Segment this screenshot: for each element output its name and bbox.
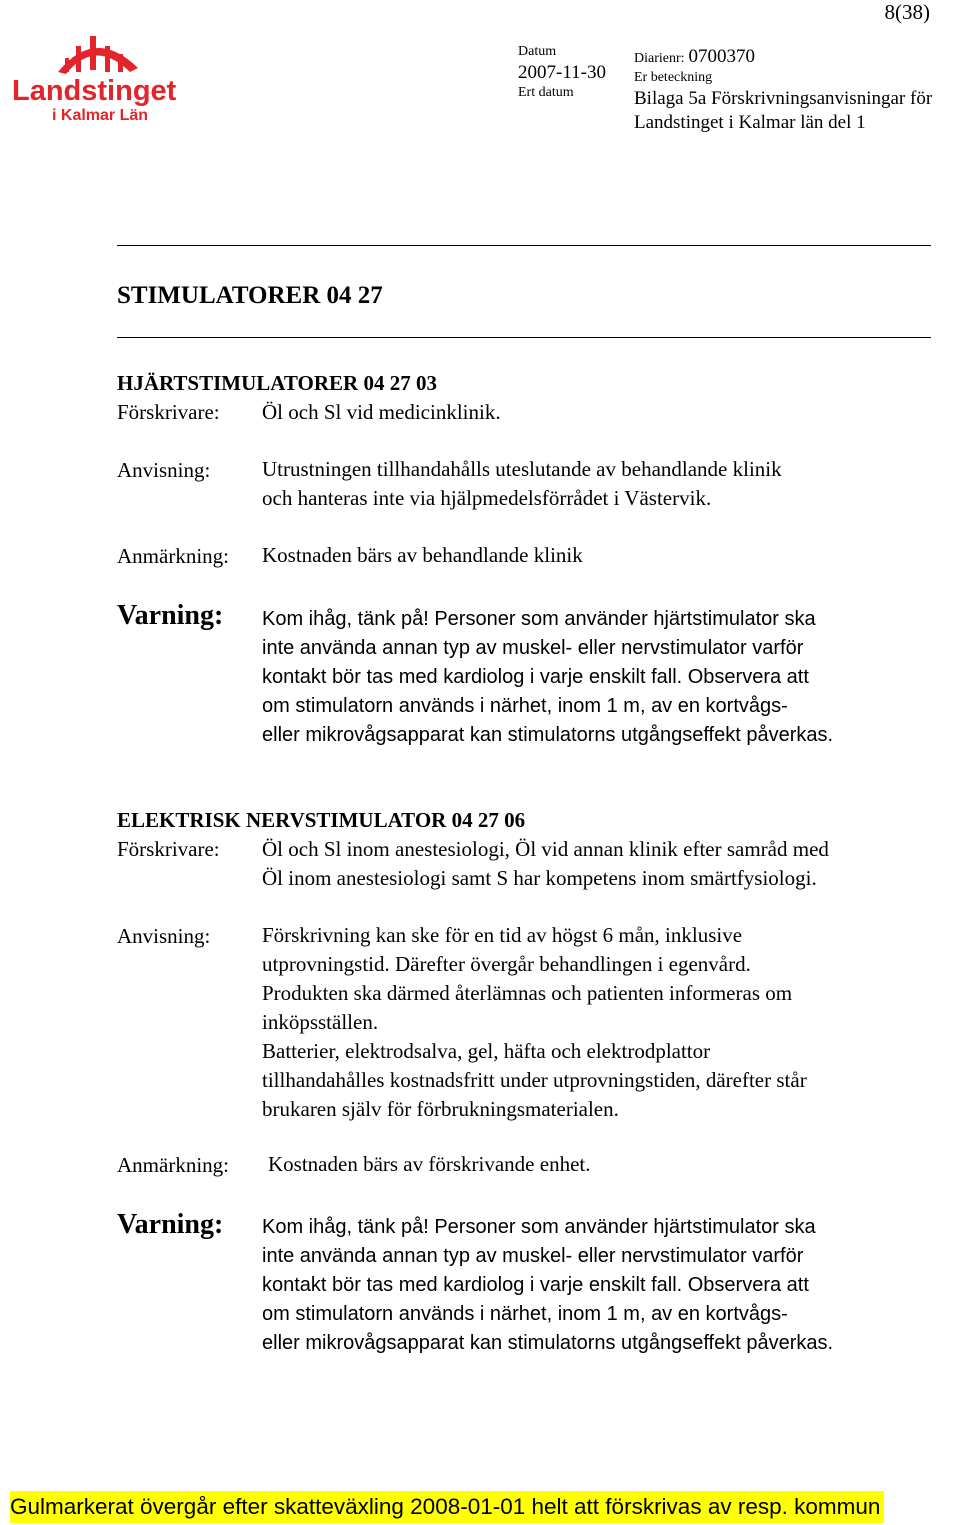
forskrivare-text: [262, 835, 829, 893]
ert-datum-label: Ert datum: [518, 85, 574, 100]
diarienr-label: Diarienr:: [634, 51, 685, 66]
text-line: eller mikrovågsapparat kan stimulatorns utgångseffekt påverkas.: [262, 724, 834, 746]
text-line: utprovningstid. Därefter övergår behandlingen i egenvård.: [262, 952, 751, 976]
doc-title-line1: Bilaga 5a Förskrivningsanvisningar för: [634, 88, 933, 109]
text-line: inte använda annan typ av muskel- eller nervstimulator varför: [262, 1245, 804, 1267]
varning-text: [262, 605, 833, 750]
anvisning-label: Anvisning:: [117, 924, 211, 948]
text-line: eller mikrovågsapparat kan stimulatorns utgångseffekt påverkas.: [262, 1332, 834, 1354]
logo-wordmark: Landstinget: [12, 75, 177, 107]
anmarkning-label: Anmärkning:: [117, 1153, 229, 1177]
text-line: kontakt bör tas med kardiolog i varje enskilt fall. Observera att: [262, 1274, 809, 1296]
varning-label: Varning:: [117, 600, 224, 631]
text-line: och hanteras inte via hjälpmedelsförrådet i Västervik.: [262, 486, 712, 510]
landstinget-logo: [10, 28, 195, 124]
text-line: Kom ihåg, tänk på! Personer som använder hjärtstimulator ska: [262, 608, 816, 630]
title-rule-top: [117, 245, 931, 246]
text-line: Öl inom anestesiologi samt S har kompetens inom smärtfysiologi.: [262, 866, 817, 890]
text-line: Kom ihåg, tänk på! Personer som använder hjärtstimulator ska: [262, 1216, 816, 1238]
anmarkning-text: Kostnaden bärs av behandlande klinik: [262, 543, 583, 567]
datum-label: Datum: [518, 44, 557, 59]
text-line: om stimulatorn används i närhet, inom 1 m, av en kortvågs-: [262, 695, 788, 717]
text-line: Utrustningen tillhandahålls uteslutande av behandlande klinik: [262, 457, 782, 481]
text-line: inköpsställen.: [262, 1010, 379, 1034]
title-rule-bottom: [117, 337, 931, 338]
doc-title-line2: Landstinget i Kalmar län del 1: [634, 112, 866, 133]
anvisning-label: Anvisning:: [117, 458, 211, 482]
forskrivare-label: Förskrivare:: [117, 837, 220, 861]
text-line: Batterier, elektrodsalva, gel, häfta och elektrodplattor: [262, 1039, 711, 1063]
logo-subline: i Kalmar Län: [52, 107, 149, 124]
page-number: 8(38): [884, 0, 930, 24]
anvisning-text: [262, 921, 807, 1124]
text-line: inte använda annan typ av muskel- eller nervstimulator varför: [262, 637, 804, 659]
page-title: STIMULATORER 04 27: [117, 282, 383, 309]
text-line: brukaren själv för förbrukningsmaterialen.: [262, 1097, 619, 1121]
landstinget-logo-graphic: [10, 28, 195, 124]
text-line: Produkten ska därmed återlämnas och patienten informeras om: [262, 981, 793, 1005]
anmarkning-text: Kostnaden bärs av förskrivande enhet.: [268, 1152, 591, 1176]
datum-value: 2007-11-30: [518, 62, 606, 83]
er-beteckning-label: Er beteckning: [634, 70, 713, 85]
footer-note: Gulmarkerat övergår efter skatteväxling 2008-01-01 helt att förskrivas av resp. kommun: [10, 1491, 884, 1523]
diarienr-value: 0700370: [688, 46, 756, 67]
section-heading-hjartstimulatorer: HJÄRTSTIMULATORER 04 27 03: [117, 371, 437, 395]
text-line: om stimulatorn används i närhet, inom 1 m, av en kortvågs-: [262, 1303, 788, 1325]
text-line: kontakt bör tas med kardiolog i varje enskilt fall. Observera att: [262, 666, 809, 688]
varning-text: [262, 1213, 833, 1358]
text-line: Förskrivning kan ske för en tid av högst 6 mån, inklusive: [262, 923, 743, 947]
section-heading-elektrisk-nervstimulator: ELEKTRISK NERVSTIMULATOR 04 27 06: [117, 808, 526, 832]
text-line: Öl och Sl inom anestesiologi, Öl vid annan klinik efter samråd med: [262, 837, 829, 861]
anmarkning-label: Anmärkning:: [117, 544, 229, 568]
forskrivare-text: Öl och Sl vid medicinklinik.: [262, 400, 501, 424]
forskrivare-label: Förskrivare:: [117, 400, 220, 424]
anvisning-text: [262, 455, 782, 513]
varning-label: Varning:: [117, 1209, 224, 1240]
diarienr: [634, 46, 755, 68]
text-line: tillhandahålles kostnadsfritt under utprovningstiden, därefter står: [262, 1068, 807, 1092]
